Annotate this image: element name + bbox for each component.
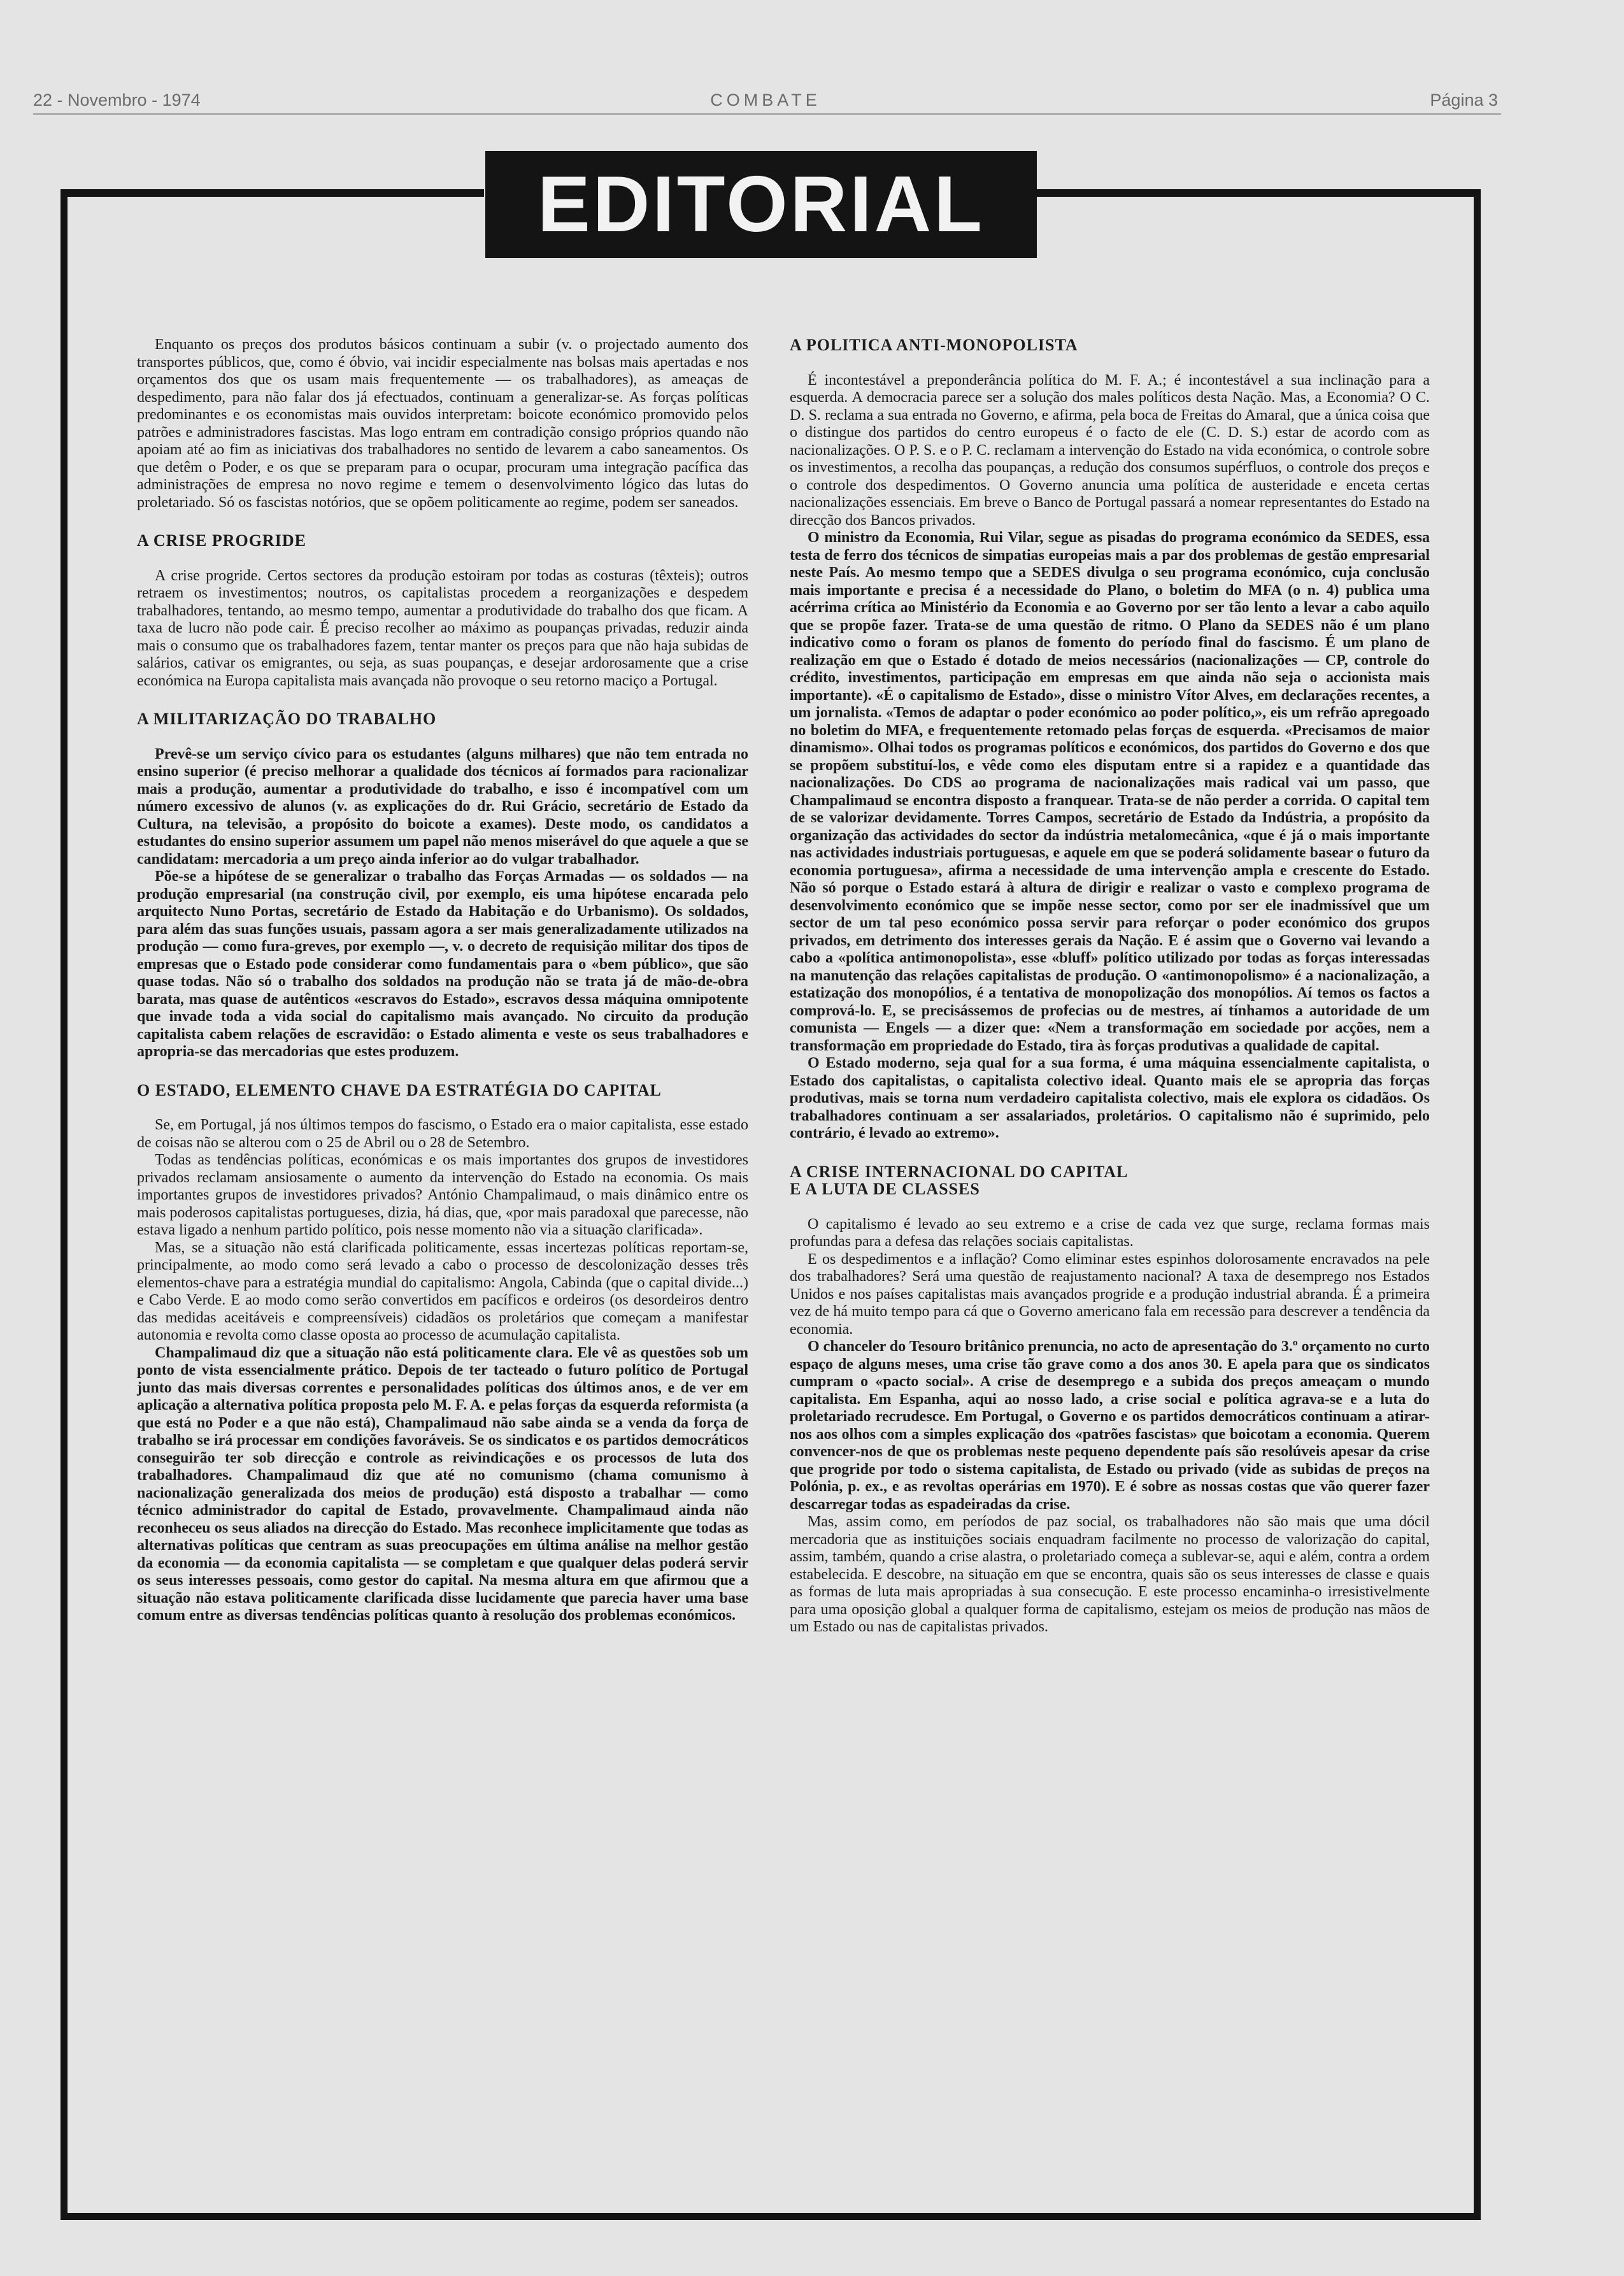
- paragraph: Champalimaud diz que a situação não está politicamente clara. Ele vê as questões sob um ponto de vista essencialmente prático. Depois de ter tacteado o futuro político de Portugal junto das mais diversas correntes e personalidades políticas dos últimos anos, e de ver em aplicação a alternativa política proposta pelo M. F. A. e pelas forças da esquerda reformista (a que está no Poder e a que não está), Champalimaud não sabe ainda se a venda da força de trabalho se irá processar em condições favoráveis. Se os sindicatos e os partidos democráticos conseguirão ter sob direcção e controle as reivindicações e os processos de luta dos trabalhadores. Champalimaud diz que até no comunismo (chama comunismo à nacionalização generalizada dos meios de produção) está disposto a trabalhar — como técnico administrador do capital de Estado, provavelmente. Champalimaud ainda não reconheceu os seus aliados na direcção do Estado. Mas reconhece implicitamente que todas as alternativas políticas que centram as suas preocupações em última análise na melhor gestão da economia — da economia capitalista — se completam e que qualquer delas poderá servir os seus interesses pessoais, como gestor do capital. Na mesma altura em que afirmou que a situação não estava politicamente clarificada disse lucidamente que parecia haver uma base comum entre as diversas tendências políticas quanto à resolução dos problemas económicos.: [137, 1344, 748, 1624]
- page-header: [33, 85, 1498, 111]
- paragraph: Mas, se a situação não está clarificada politicamente, essas incertezas políticas reportam-se, principalmente, ao modo como será levado a cabo o processo de descolonização desses três elementos-chave para a estratégia mundial do capitalismo: Angola, Cabinda (que o capital divide...) e Cabo Verde. E ao modo como serão convertidos em pacíficos e ordeiros (os desordeiros dentro das medidas aceitáveis e compreensíveis) cidadãos os proletários que começam a manifestar autonomia e revolta como classe oposta ao processo de acumulação capitalista.: [137, 1239, 748, 1343]
- paragraph: E os despedimentos e a inflação? Como eliminar estes espinhos dolorosamente encravados na pele dos trabalhadores? Será uma questão de reajustamento nacional? A taxa de desemprego nos Estados Unidos e nos países capitalistas mais avançados progride e a produção industrial abranda. É a primeira vez de há muito tempo para cá que o Governo americano fala em recessão para descrever a tendência da economia.: [790, 1250, 1430, 1338]
- right-column: [790, 336, 1430, 1636]
- issue-date: 22 - Novembro - 1974: [33, 90, 201, 110]
- newspaper-name: COMBATE: [710, 90, 821, 110]
- paragraph: O ministro da Economia, Rui Vilar, segue as pisadas do programa económico da SEDES, essa testa de ferro dos técnicos de simpatias europeias mais a par dos problemas de gestão empresarial neste País. Ao mesmo tempo que a SEDES divulga o seu programa económico, cuja conclusão mais importante e precisa é a necessidade do Plano, o boletim do MFA (o n. 4) publica uma acérrima crítica ao Ministério da Economia e ao Governo por ser tão lento a levar a cabo aquilo que se propõe fazer. Trata-se de uma questão de ritmo. O Plano da SEDES não é um plano indicativo como o foram os planos de fomento do período final do fascismo. É um plano de realização em que o Estado é dotado de meios necessários (nacionalizações — CP, controle do crédito, investimentos, participação em empresas em que ainda não seja o accionista mais importante). «É o capitalismo de Estado», disse o ministro Vítor Alves, em declarações recentes, a um jornalista. «Temos de adaptar o poder económico ao poder político,», eis um refrão apregoado no boletim do MFA, e frequentemente retomado pelas forças de esquerda. «Precisamos de maior dinamismo». Olhai todos os programas políticos e económicos, dos partidos do Governo e dos que se propõem substituí-los, e vêde como eles disputam entre si a rapidez e a quantidade das nacionalizações. Do CDS ao programa de nacionalizações mais radical vai um passo, que Champalimaud se encontra disposto a franquear. Trata-se de não perder a corrida. O capital tem de se valorizar devidamente. Torres Campos, secretário de Estado da Indústria, a propósito da organização das actividades do sector da indústria metalomecânica, «que é já o mais importante nas actividades industriais portuguesas, e aquele em que se poderá solidamente basear o futuro da economia portuguesa», afirma a necessidade de uma intervenção ampla e crescente do Estado. Não só porque o Estado estará à altura de dirigir e realizar o vasto e complexo programa de desenvolvimento económico que se impõe nesse sector, como por ser ele inadmissível que um sector de um tal peso económico possa servir para reforçar o poder económico dos grupos privados, em detrimento dos interesses gerais da Nação. E é assim que o Governo vai levando a cabo a «política antimonopolista», esse «bluff» político utilizado por todas as forças interessadas na manutenção das relações capitalistas de produção. O «antimonopolismo» é a nacionalização, a estatização dos monopólios, é a tentativa de monopolização dos monopólios. Aí temos os factos a comprová-lo. E, se precisássemos de profecias ou de mestres, aí tínhamos a autoridade de um comunista — Engels — a dizer que: «Nem a transformação em sociedade por acções, nem a transformação em propriedade do Estado, tira às forças produtivas a qualidade de capital.: [790, 529, 1430, 1054]
- paragraph: Mas, assim como, em períodos de paz social, os trabalhadores não são mais que uma dócil mercadoria que as instituições sociais enquadram facilmente no processo de valorização do capital, assim, também, quando a crise alastra, o proletariado começa a sublevar-se, aqui e além, contra a ordem estabelecida. E descobre, na situação em que se encontra, quais são os seus interesses de classe e quais as formas de luta mais apropriadas à sua consecução. E este processo encaminha-o irresistivelmente para uma oposição global a qualquer forma de capitalismo, estejam os meios de produção nas mãos de um Estado ou nas de capitalistas privados.: [790, 1514, 1430, 1635]
- heading-line: E A LUTA DE CLASSES: [790, 1180, 980, 1198]
- paragraph: O Estado moderno, seja qual for a sua forma, é uma máquina essencialmente capitalista, o Estado dos capitalistas, o capitalista colectivo ideal. Quanto mais ele se apropria das forças produtivas, mais se torna num verdadeiro capitalista colectivo, mais ele explora os cidadãos. Os trabalhadores continuam a ser assalariados, proletários. O capitalismo não é suprimido, pelo contrário, é levado ao extremo».: [790, 1055, 1430, 1142]
- frame-top-right: [1036, 189, 1481, 197]
- paragraph: Põe-se a hipótese de se generalizar o trabalho das Forças Armadas — os soldados — na produção empresarial (na construção civil, por exemplo, eis uma hipótese encarada pelo arquitecto Nuno Portas, secretário de Estado da Habitação e do Urbanismo). Os soldados, para além das suas funções usuais, passam agora a ser mais generalizadamente utilizados na produção — como fura-greves, por exemplo —, v. o decreto de requisição militar dos tipos de empresas que o Estado pode considerar como fundamentais para o «bem público», que são quase todas. Não só o trabalho dos soldados na produção não se trata já de mão-de-obra barata, mas quase de autênticos «escravos do Estado», escravos dessa máquina omnipotente que invade toda a vida social do capitalismo mais avançado. No circuito da produção capitalista cabem relações de escravidão: o Estado alimenta e veste os seus trabalhadores e apropria-se das mercadorias que estes produzem.: [137, 868, 748, 1060]
- section-heading: [790, 1163, 1430, 1198]
- frame-top-left: [61, 189, 484, 197]
- paragraph: É incontestável a preponderância política do M. F. A.; é incontestável a sua inclinação para a esquerda. A democracia parece ser a solução dos males políticos desta Nação. Mas, a Economia? O C. D. S. reclama a sua entrada no Governo, e afirma, pela boca de Freitas do Amaral, que a única coisa que o distingue dos partidos do centro europeus é o facto de ele (C. D. S.) estar de acordo com as nacionalizações. O P. S. e o P. C. reclamam a intervenção do Estado na vida económica, o controle sobre os investimentos, a recolha das poupanças, a redução dos consumos supérfluos, o controle dos preços e o controle dos despedimentos. O Governo anuncia uma política de austeridade e enceta certas nacionalizações essenciais. Em breve o Banco de Portugal passará a nomear representantes do Estado na direcção dos Bancos privados.: [790, 371, 1430, 529]
- section-heading: A CRISE PROGRIDE: [137, 531, 306, 550]
- page-number: Página 3: [1430, 90, 1498, 110]
- editorial-title-banner: [485, 151, 1037, 258]
- paragraph: O capitalismo é levado ao seu extremo e a crise de cada vez que surge, reclama formas mais profundas para a defesa das relações sociais capitalistas.: [790, 1215, 1430, 1250]
- section-heading: O ESTADO, ELEMENTO CHAVE DA ESTRATÉGIA DO CAPITAL: [137, 1080, 662, 1099]
- paragraph: Todas as tendências políticas, económicas e os mais importantes dos grupos de investidores privados reclamam ansiosamente o aumento da intervenção do Estado na economia. Os mais importantes grupos de investidores privados? António Champalimaud, o mais dinâmico entre os mais poderosos capitalistas portugueses, dizia, há dias, que, «por mais paradoxal que parecesse, não estava ligado a nenhum partido político, pois nesse momento não via a situação clarificada».: [137, 1152, 748, 1238]
- editorial-title: EDITORIAL: [538, 161, 985, 248]
- heading-line: A CRISE INTERNACIONAL DO CAPITAL: [790, 1162, 1129, 1181]
- paragraph: Prevê-se um serviço cívico para os estudantes (alguns milhares) que não tem entrada no ensino superior (é preciso melhorar a qualidade dos técnicos aí formados para racionalizar mais a produção, aumentar a produtividade do trabalho, e isso é incompatível com um número excessivo de alunos (v. as explicações do dr. Rui Grácio, secretário de Estado da Cultura, na televisão, a propósito do boicote a exames). Deste modo, os candidatos a estudantes do ensino superior assumem um papel não menos miserável do que aquele a que se candidatam: mercadoria a um preço ainda inferior ao do vulgar trabalhador.: [137, 745, 748, 868]
- section-heading: A POLITICA ANTI-MONOPOLISTA: [790, 336, 1078, 354]
- paragraph: Se, em Portugal, já nos últimos tempos do fascismo, o Estado era o maior capitalista, esse estado de coisas não se alterou com o 25 de Abril ou o 28 de Setembro.: [137, 1117, 748, 1151]
- left-column: [137, 336, 748, 1625]
- section-heading: A MILITARIZAÇÃO DO TRABALHO: [137, 710, 437, 728]
- paragraph: Enquanto os preços dos produtos básicos continuam a subir (v. o projectado aumento dos transportes públicos, que, como é óbvio, vai incidir especialmente nas bolsas mais apertadas e nos orçamentos dos que os usam mais frequentemente — os trabalhadores), as ameaças de despedimento, para não falar dos já efectuados, continuam a generalizar-se. As forças políticas predominantes e os economistas mais ouvidos interpretam: boicote económico promovido pelos patrões e administradores fascistas. Mas logo entram em contradição consigo próprios quando não apoiam até ao fim as iniciativas dos trabalhadores no sentido de levarem a cabo saneamentos. Os que detêm o Poder, e os que se preparam para o ocupar, procuram uma integração pacífica das administrações de empresa no novo regime e temem o desenvolvimento lógico das lutas do proletariado. Só os fascistas notórios, que se opõem politicamente ao regime, podem ser saneados.: [137, 336, 748, 511]
- header-rule: [33, 113, 1501, 115]
- paragraph: A crise progride. Certos sectores da produção estoiram por todas as costuras (têxteis); outros retraem os investimentos; noutros, os capitalistas procedem a reorganizações e despedem trabalhadores, tentando, ao mesmo tempo, aumentar a produtividade do trabalho dos que ficam. A taxa de lucro não pode cair. É preciso recolher ao máximo as poupanças privadas, reduzir ainda mais o consumo que os trabalhadores fazem, tentar manter os preços para que não haja subidas de salários, cativar os emigrantes, ou seja, as suas poupanças, e desejar ardorosamente que a crise económica na Europa capitalista mais avançada não provoque o seu retorno maciço a Portugal.: [137, 567, 748, 689]
- paragraph: O chanceler do Tesouro britânico prenuncia, no acto de apresentação do 3.º orçamento no curto espaço de alguns meses, uma crise tão grave como a dos anos 30. E apela para que os sindicatos cumpram o «pacto social». A crise de desemprego e a subida dos preços ameaçam o mundo capitalista. Em Espanha, aqui ao nosso lado, a crise social e política agrava-se e a luta do proletariado recrudesce. Em Portugal, o Governo e os partidos democráticos continuam a atirar-nos aos olhos com a simples explicação dos «patrões fascistas» que boicotam a economia. Querem convencer-nos de que os problemas neste pequeno dependente país são resolúveis apesar da crise que progride por todo o sistema capitalista, de Estado ou privado (vide as subidas de preços na Polónia, p. ex., e as revoltas operárias em 1970). E é sobre as nossas costas que vão querer fazer descarregar todas as espadeiradas da crise.: [790, 1338, 1430, 1513]
